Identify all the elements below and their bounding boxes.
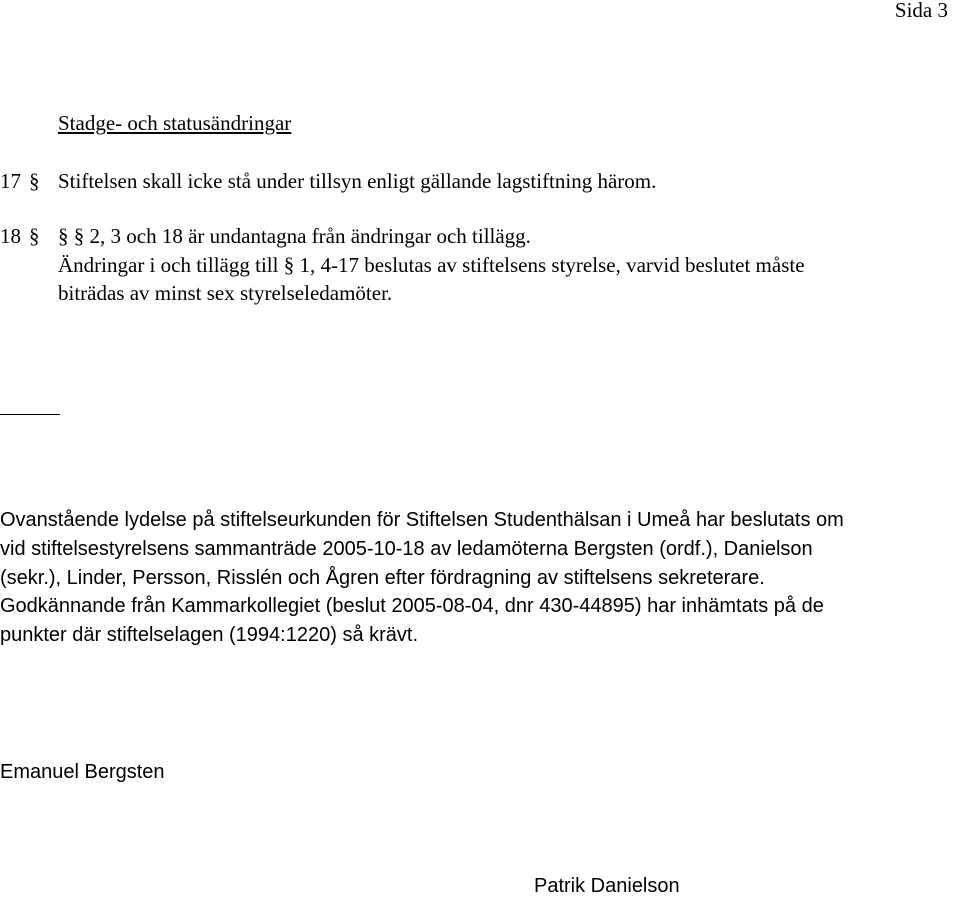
page-number: Sida 3: [894, 0, 948, 22]
acknowledgement-line: Godkännande från Kammarkollegiet (beslut 2005-08-04, dnr 430-44895) har inhämtats på de: [0, 595, 824, 618]
acknowledgement-line: vid stiftelsestyrelsens sammanträde 2005-10-18 av ledamöterna Bergsten (ordf.), Danielson: [0, 537, 813, 560]
section-sign: §: [29, 224, 40, 248]
acknowledgement-line: Ovanstående lydelse på stiftelseurkunden för Stiftelsen Studenthälsan i Umeå har beslutats om: [0, 509, 844, 531]
separator-line: [0, 414, 60, 415]
signature-name-bergsten: Emanuel Bergsten: [0, 761, 165, 783]
paragraph-number: 17: [0, 169, 21, 193]
paragraph-text: Ändringar i och tillägg till § 1, 4-17 beslutas av stiftelsens styrelse, varvid beslutet måste: [58, 253, 805, 277]
paragraph-text: biträdas av minst sex styrelseledamöter.: [58, 281, 393, 305]
acknowledgement-line: punkter där stiftelselagen (1994:1220) så krävt.: [0, 624, 419, 647]
section-heading: Stadge- och statusändringar: [58, 111, 292, 135]
paragraph-text: § § 2, 3 och 18 är undantagna från ändringar och tillägg.: [58, 224, 531, 248]
signature-name-danielson: Patrik Danielson: [534, 875, 680, 897]
paragraph-text: Stiftelsen skall icke stå under tillsyn enligt gällande lagstiftning härom.: [58, 169, 657, 193]
acknowledgement-paragraph: [0, 506, 930, 650]
section-sign: §: [29, 169, 40, 193]
acknowledgement-line: (sekr.), Linder, Persson, Risslén och Ågren efter fördragning av stiftelsens sekreterare.: [0, 566, 765, 589]
paragraph-number: 18: [0, 224, 21, 248]
